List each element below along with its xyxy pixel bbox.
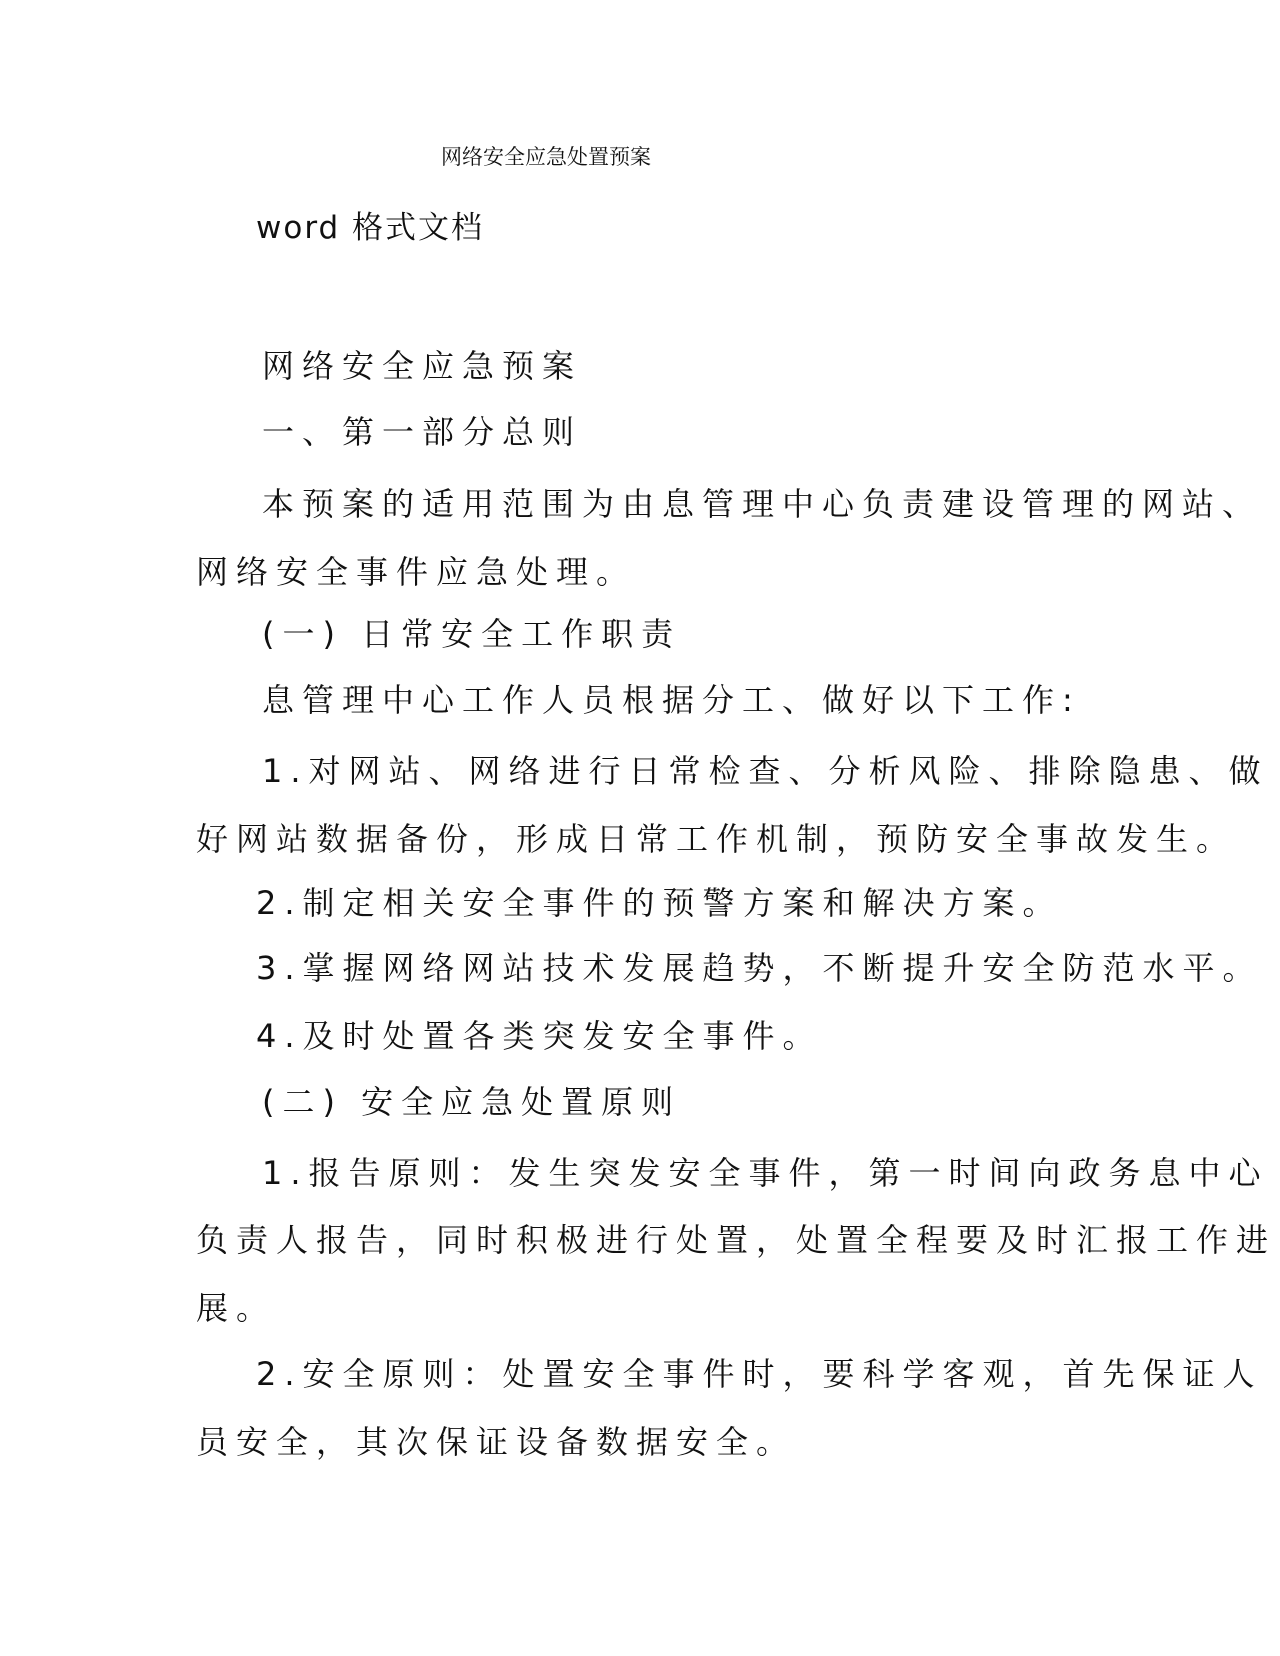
list-item-line: 展。 [196, 1289, 277, 1327]
list-item-line: 负责人报告，同时积极进行处置，处置全程要及时汇报工作进 [196, 1221, 1277, 1259]
paragraph-line: 息管理中心工作人员根据分工、做好以下工作: [262, 681, 1081, 719]
list-item-line: 4.及时处置各类突发安全事件。 [256, 1017, 823, 1055]
paragraph-line: 网络安全事件应急处理。 [196, 553, 637, 591]
list-item-line: 员安全，其次保证设备数据安全。 [196, 1423, 797, 1461]
list-item-line: 2.制定相关安全事件的预警方案和解决方案。 [256, 884, 1063, 922]
list-item-line: 1.报告原则：发生突发安全事件，第一时间向政务息中心 [262, 1154, 1269, 1192]
list-item-line: 1.对网站、网络进行日常检查、分析风险、排除隐患、做 [262, 752, 1269, 790]
chapter-heading: 一、第一部分总则 [262, 413, 583, 451]
document-subtitle: word 格式文档 [256, 210, 485, 246]
paragraph-line: 本预案的适用范围为由息管理中心负责建设管理的网站、 [262, 485, 1263, 523]
subsection-heading: (二) 安全应急处置原则 [262, 1083, 682, 1121]
document-header-title: 网络安全应急处置预案 [441, 145, 651, 169]
list-item-line: 2.安全原则：处置安全事件时，要科学客观，首先保证人 [256, 1355, 1263, 1393]
subsection-heading: (一) 日常安全工作职责 [262, 615, 682, 653]
section-title: 网络安全应急预案 [262, 347, 583, 385]
list-item-line: 3.掌握网络网站技术发展趋势，不断提升安全防范水平。 [256, 949, 1263, 987]
list-item-line: 好网站数据备份，形成日常工作机制，预防安全事故发生。 [196, 820, 1237, 858]
